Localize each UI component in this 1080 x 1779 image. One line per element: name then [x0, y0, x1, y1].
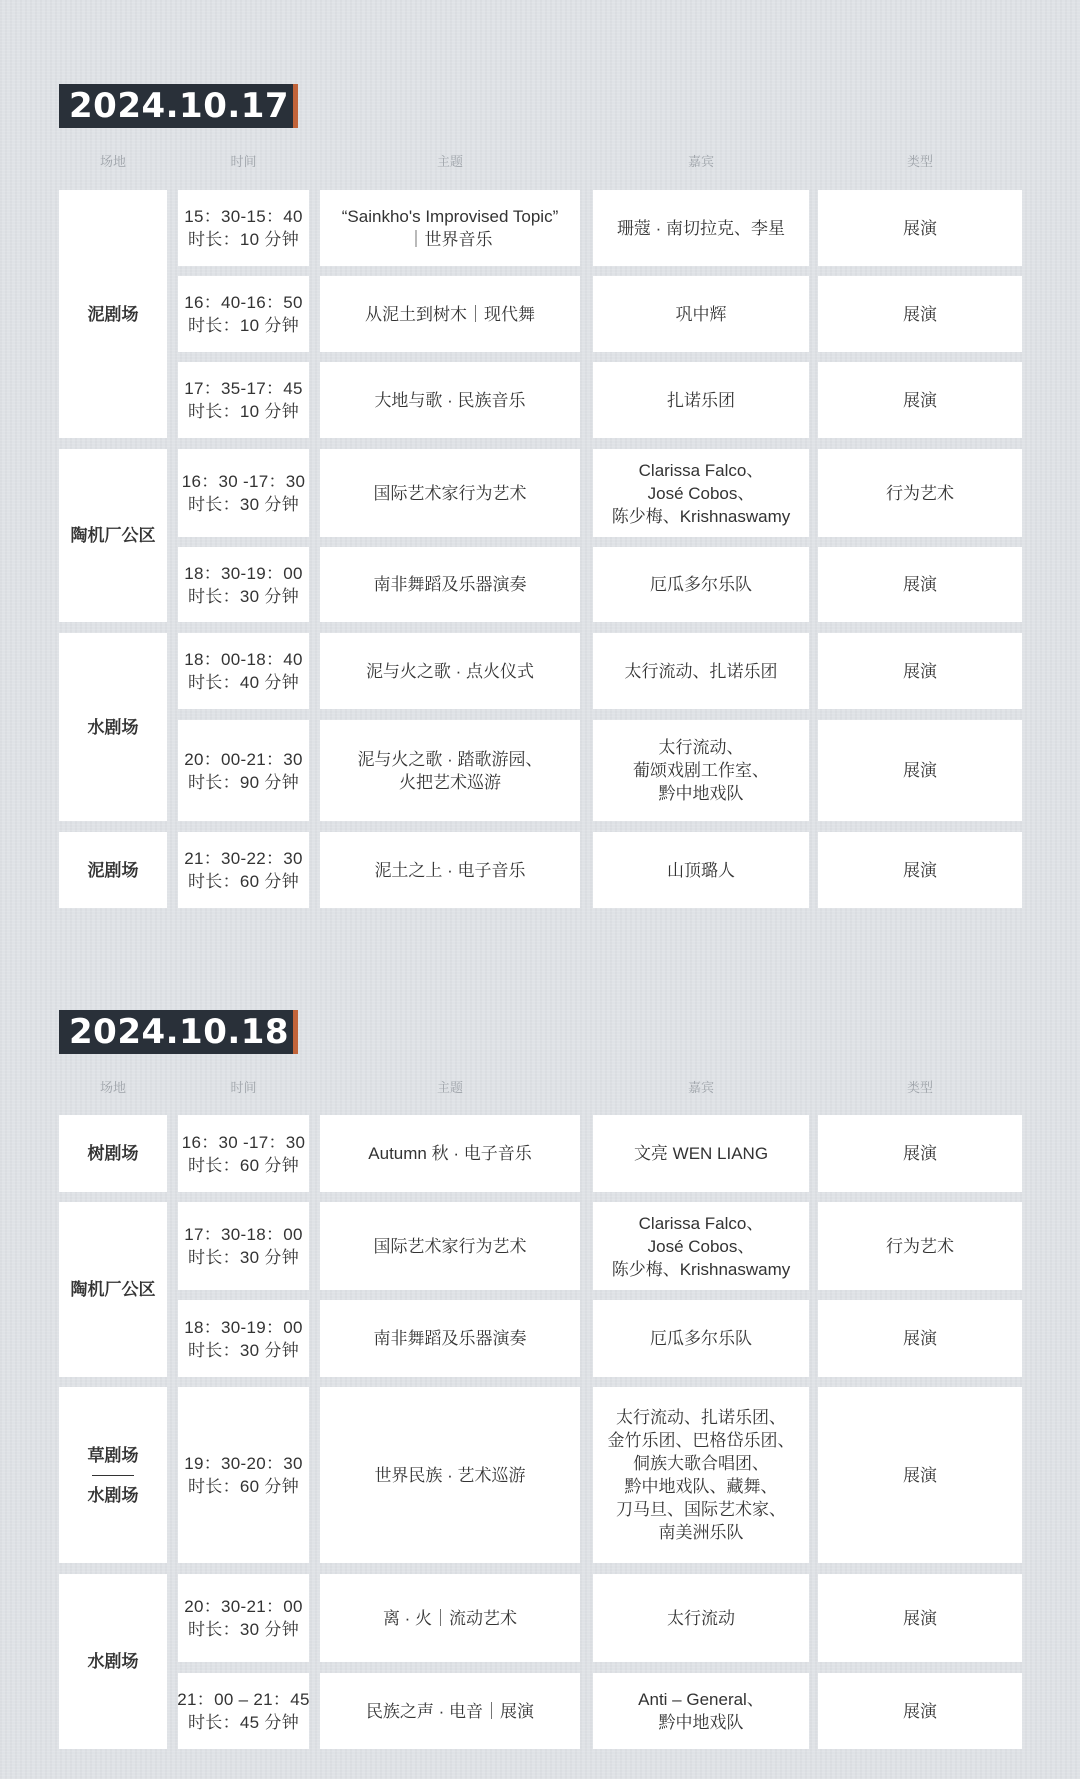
guests-cell [593, 1574, 809, 1662]
duration: 时长：10 分钟 [187, 316, 300, 335]
type-cell [818, 362, 1022, 438]
guests-cell [593, 1115, 809, 1192]
duration: 时长：30 分钟 [187, 586, 300, 606]
time-range: 18：30-19：00 [184, 563, 303, 583]
guests-cell [593, 190, 809, 266]
time-range: 16：40-16：50 [184, 293, 303, 312]
guests-text: 陈少梅、Krishnaswamy [611, 506, 791, 526]
time-cell [178, 720, 309, 821]
header-venue: 场地 [99, 1080, 126, 1095]
theme-text: ｜世界音乐 [407, 230, 493, 249]
guests-text: 陈少梅、Krishnaswamy [611, 1259, 791, 1279]
theme-text: 泥与火之歌 · 踏歌游园、 [357, 749, 543, 769]
guests-text: 厄瓜多尔乐队 [650, 1329, 752, 1348]
venue-name: 水剧场 [87, 1485, 139, 1505]
guests-cell [593, 362, 809, 438]
guests-text: Anti – General、 [638, 1690, 764, 1709]
duration: 时长：60 分钟 [187, 1477, 300, 1496]
type-cell [818, 1202, 1022, 1290]
type-text: 展演 [903, 860, 937, 880]
venue-cell [59, 1202, 167, 1377]
venue-name: 水剧场 [87, 1652, 139, 1671]
guests-text: 刀马旦、国际艺术家、 [616, 1500, 786, 1519]
table-header [59, 1079, 1022, 1097]
theme-text: Autumn 秋 · 电子音乐 [368, 1144, 532, 1163]
theme-text: “Sainkho's Improvised Topic” [341, 207, 559, 226]
guests-text: Clarissa Falco、 [638, 460, 764, 480]
venue-name: 陶机厂公区 [70, 1280, 156, 1299]
theme-text: 民族之声 · 电音｜展演 [365, 1701, 535, 1721]
time-range: 18：00-18：40 [184, 650, 303, 669]
header-venue: 场地 [99, 154, 126, 169]
theme-text: 国际艺术家行为艺术 [373, 483, 527, 503]
duration: 时长：60 分钟 [187, 872, 300, 891]
guests-text: 葡颂戏剧工作室、 [633, 761, 769, 780]
venue-name: 泥剧场 [87, 860, 139, 880]
time-cell [178, 1387, 309, 1563]
guests-text: 文亮 WEN LIANG [633, 1144, 769, 1163]
type-text: 展演 [903, 1608, 937, 1628]
duration: 时长：10 分钟 [187, 230, 300, 249]
table-header [59, 153, 1022, 171]
venue-name: 泥剧场 [87, 304, 139, 324]
guests-text: 扎诺乐团 [667, 390, 735, 410]
time-range: 16：30 -17：30 [181, 1132, 306, 1152]
time-cell [178, 1574, 309, 1662]
header-type: 类型 [906, 154, 933, 169]
theme-cell [320, 547, 580, 622]
guests-text: José Cobos、 [647, 1236, 755, 1256]
venue-cell [59, 832, 167, 908]
guests-text: 南美洲乐队 [658, 1523, 744, 1542]
type-cell [818, 1574, 1022, 1662]
header-theme: 主题 [436, 1080, 463, 1095]
theme-text: 泥与火之歌 · 点火仪式 [365, 661, 535, 681]
type-cell [818, 720, 1022, 821]
time-cell [178, 276, 309, 352]
guests-text: 侗族大歌合唱团、 [633, 1454, 769, 1473]
guests-text: 山顶璐人 [667, 860, 735, 880]
header-time: 时间 [230, 154, 257, 169]
date-badge: 2024.10.18 [59, 1010, 298, 1054]
venue-cell [59, 190, 167, 438]
type-text: 展演 [903, 661, 937, 681]
duration: 时长：45 分钟 [187, 1713, 300, 1732]
time-range: 18：30-19：00 [184, 1317, 303, 1337]
type-text: 展演 [903, 1329, 937, 1348]
venue-divider [92, 1475, 134, 1476]
guests-text: 黔中地戏队 [658, 784, 744, 803]
guests-text: 金竹乐团、巴格岱乐团、 [607, 1431, 795, 1450]
header-theme: 主题 [436, 154, 463, 169]
time-range: 15：30-15：40 [184, 207, 303, 226]
guests-text: 黔中地戏队、藏舞、 [624, 1477, 778, 1496]
guests-text: 巩中辉 [675, 304, 727, 324]
guests-cell [593, 720, 809, 821]
venue-name: 草剧场 [87, 1445, 139, 1465]
type-cell [818, 449, 1022, 537]
theme-cell [320, 1574, 580, 1662]
type-text: 行为艺术 [886, 483, 954, 503]
duration: 时长：30 分钟 [187, 1620, 300, 1639]
venue-cell [59, 1574, 167, 1749]
duration: 时长：30 分钟 [187, 1248, 300, 1267]
time-cell [178, 1300, 309, 1377]
guests-cell [593, 633, 809, 709]
time-cell [178, 1673, 309, 1749]
time-cell [178, 633, 309, 709]
type-text: 展演 [903, 218, 937, 238]
theme-text: 南非舞蹈及乐器演奏 [373, 1329, 527, 1348]
venue-name: 树剧场 [87, 1144, 139, 1163]
type-text: 展演 [903, 761, 937, 780]
type-cell [818, 1300, 1022, 1377]
type-text: 展演 [903, 390, 937, 410]
header-time: 时间 [230, 1080, 257, 1095]
duration: 时长：90 分钟 [187, 772, 300, 792]
theme-cell [320, 362, 580, 438]
guests-text: 厄瓜多尔乐队 [650, 575, 752, 594]
theme-text: 南非舞蹈及乐器演奏 [373, 575, 527, 594]
duration: 时长：40 分钟 [187, 673, 300, 692]
theme-text: 大地与歌 · 民族音乐 [374, 390, 526, 410]
theme-cell [320, 1115, 580, 1192]
venue-cell [59, 633, 167, 821]
theme-cell [320, 1387, 580, 1563]
theme-text: 世界民族 · 艺术巡游 [374, 1465, 526, 1485]
time-cell [178, 547, 309, 622]
type-cell [818, 190, 1022, 266]
theme-cell [320, 1202, 580, 1290]
type-cell [818, 832, 1022, 908]
theme-cell [320, 633, 580, 709]
theme-cell [320, 1300, 580, 1377]
type-cell [818, 547, 1022, 622]
guests-text: 太行流动、扎诺乐团、 [616, 1408, 786, 1427]
venue-name: 陶机厂公区 [70, 526, 156, 545]
guests-cell [593, 1300, 809, 1377]
guests-text: 太行流动、扎诺乐团 [624, 661, 778, 681]
guests-text: Clarissa Falco、 [638, 1213, 764, 1233]
guests-text: 珊蔻 · 南切拉克、李星 [616, 218, 786, 238]
time-cell [178, 190, 309, 266]
theme-cell [320, 720, 580, 821]
type-text: 展演 [903, 1144, 937, 1163]
venue-cell [59, 1387, 167, 1563]
guests-text: 太行流动、 [658, 738, 744, 757]
duration: 时长：30 分钟 [187, 1340, 300, 1360]
time-cell [178, 1115, 309, 1192]
guests-cell [593, 1202, 809, 1290]
header-type: 类型 [906, 1080, 933, 1095]
header-guests: 嘉宾 [687, 154, 714, 169]
guests-cell [593, 832, 809, 908]
type-text: 展演 [903, 304, 937, 324]
time-range: 21：00 – 21：45 [177, 1690, 310, 1709]
header-guests: 嘉宾 [687, 1080, 714, 1095]
time-cell [178, 449, 309, 537]
type-cell [818, 1387, 1022, 1563]
theme-cell [320, 449, 580, 537]
date-badge: 2024.10.17 [59, 84, 298, 128]
duration: 时长：30 分钟 [187, 495, 300, 514]
theme-cell [320, 1673, 580, 1749]
theme-text: 泥土之上 · 电子音乐 [374, 860, 526, 880]
guests-text: José Cobos、 [647, 483, 755, 503]
theme-cell [320, 832, 580, 908]
guests-text: 黔中地戏队 [658, 1713, 744, 1732]
time-range: 20：00-21：30 [184, 749, 303, 769]
time-range: 17：35-17：45 [184, 379, 303, 398]
theme-text: 火把艺术巡游 [399, 772, 501, 792]
type-text: 展演 [903, 1701, 937, 1721]
theme-cell [320, 190, 580, 266]
guests-cell [593, 449, 809, 537]
time-range: 19：30-20：30 [184, 1454, 303, 1473]
duration: 时长：60 分钟 [187, 1155, 300, 1175]
theme-text: 国际艺术家行为艺术 [373, 1236, 527, 1256]
theme-cell [320, 276, 580, 352]
duration: 时长：10 分钟 [187, 402, 300, 421]
type-text: 展演 [903, 575, 937, 594]
guests-cell [593, 1387, 809, 1563]
guests-text: 太行流动 [667, 1608, 735, 1628]
type-cell [818, 1673, 1022, 1749]
time-range: 17：30-18：00 [184, 1225, 303, 1244]
time-range: 21：30-22：30 [184, 849, 303, 868]
type-cell [818, 276, 1022, 352]
time-cell [178, 362, 309, 438]
venue-name: 水剧场 [87, 717, 139, 737]
time-range: 20：30-21：00 [184, 1597, 303, 1616]
guests-cell [593, 1673, 809, 1749]
theme-text: 离 · 火｜流动艺术 [382, 1608, 518, 1628]
guests-cell [593, 547, 809, 622]
type-text: 行为艺术 [886, 1236, 954, 1256]
time-cell [178, 1202, 309, 1290]
venue-cell [59, 449, 167, 622]
theme-text: 从泥土到树木｜现代舞 [365, 304, 535, 324]
guests-cell [593, 276, 809, 352]
venue-cell [59, 1115, 167, 1192]
type-cell [818, 1115, 1022, 1192]
time-range: 16：30 -17：30 [181, 472, 306, 491]
time-cell [178, 832, 309, 908]
type-cell [818, 633, 1022, 709]
type-text: 展演 [903, 1465, 937, 1485]
